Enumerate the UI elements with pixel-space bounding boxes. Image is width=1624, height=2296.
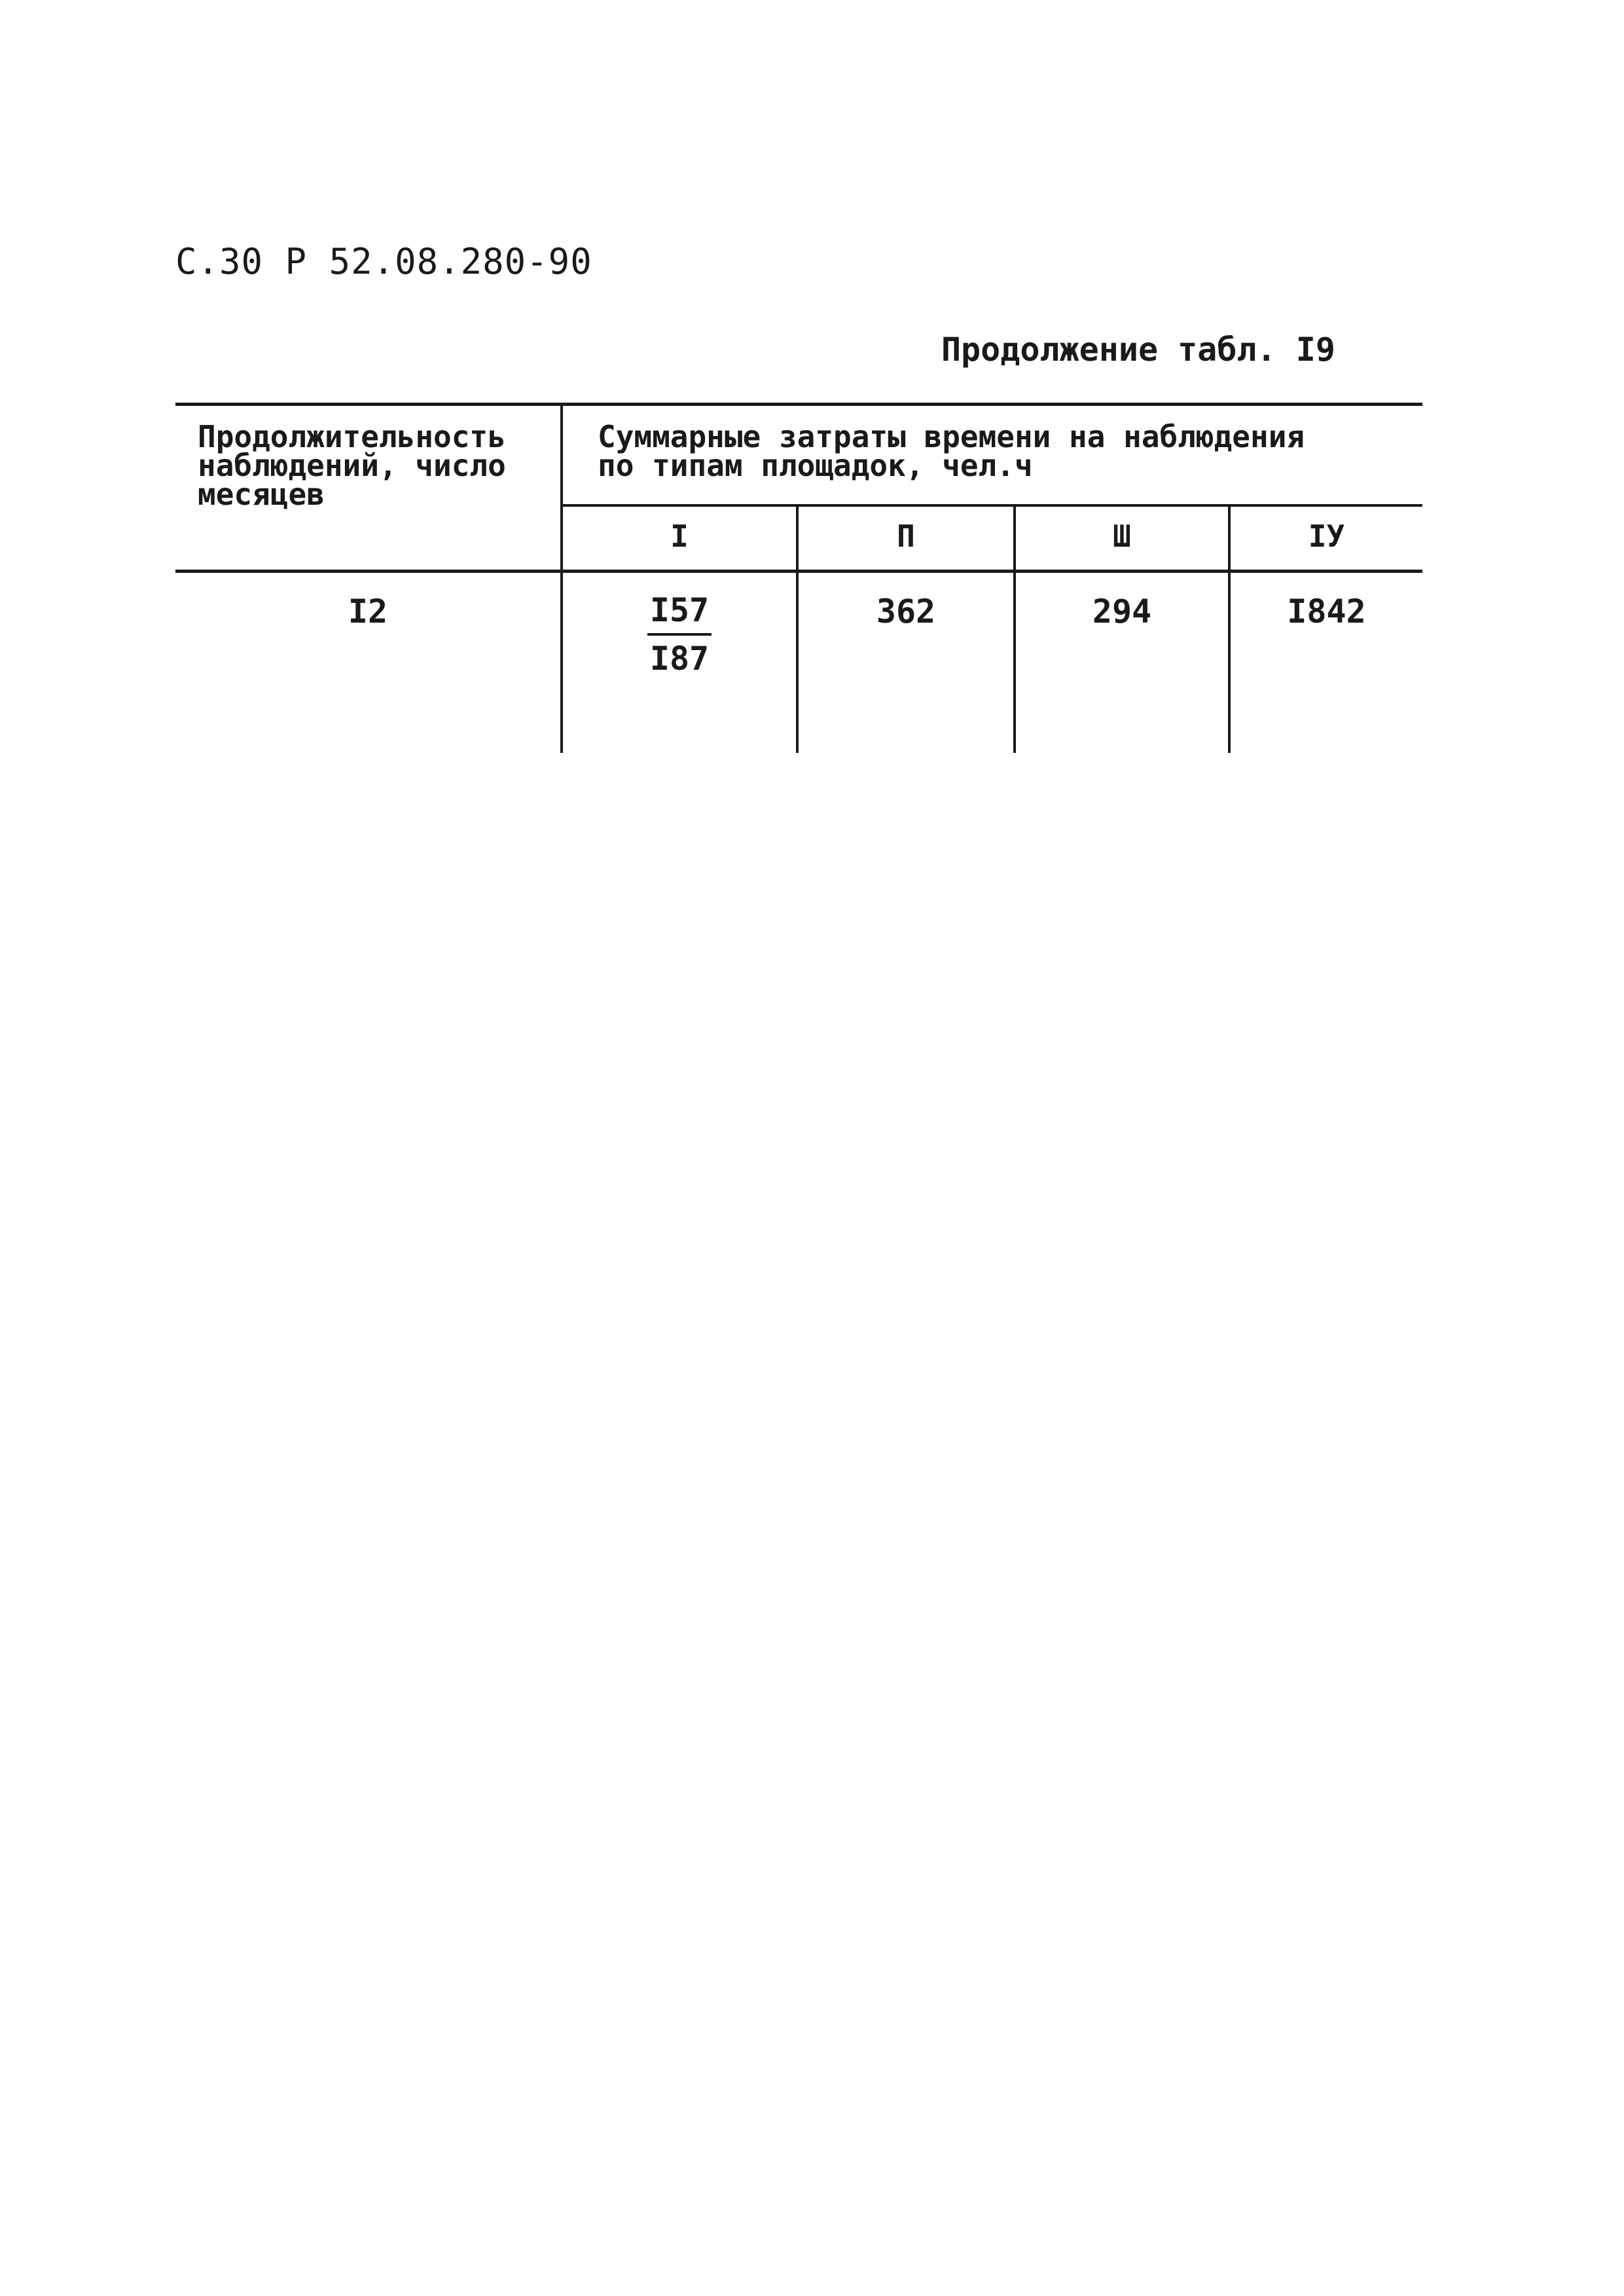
months-column-header xyxy=(198,419,506,512)
col-divider-1 xyxy=(560,403,563,753)
data-table xyxy=(175,403,1422,753)
subheader-rule xyxy=(562,504,1422,507)
cell-type-2: 362 xyxy=(876,592,936,630)
cell-type-3: 294 xyxy=(1092,592,1152,630)
header-bottom-rule xyxy=(175,570,1422,573)
months-header-line-1: Продолжительность xyxy=(198,419,506,454)
subheader-type-4: IУ xyxy=(1308,519,1345,554)
subheader-type-1: I xyxy=(670,519,689,554)
group-header-line-1: Суммарные затраты времени на наблюдения xyxy=(598,419,1305,454)
page-reference: С.30 Р 52.08.280-90 xyxy=(175,241,592,282)
fraction-denominator: I87 xyxy=(649,640,710,678)
months-header-line-2: наблюдений, число xyxy=(198,448,506,483)
table-caption: Продолжение табл. I9 xyxy=(941,331,1335,369)
subheader-type-2: П xyxy=(897,519,915,554)
cell-type-4: I842 xyxy=(1287,592,1366,630)
cell-type-1-fraction xyxy=(563,591,796,678)
time-cost-group-header xyxy=(598,419,1305,483)
cell-months: I2 xyxy=(348,592,388,630)
group-header-line-2: по типам площадок, чел.ч xyxy=(598,448,1033,483)
months-header-line-3: месяцев xyxy=(198,477,325,512)
subheader-type-3: Ш xyxy=(1113,519,1131,554)
fraction-numerator: I57 xyxy=(647,591,712,636)
table-top-rule xyxy=(175,403,1422,406)
